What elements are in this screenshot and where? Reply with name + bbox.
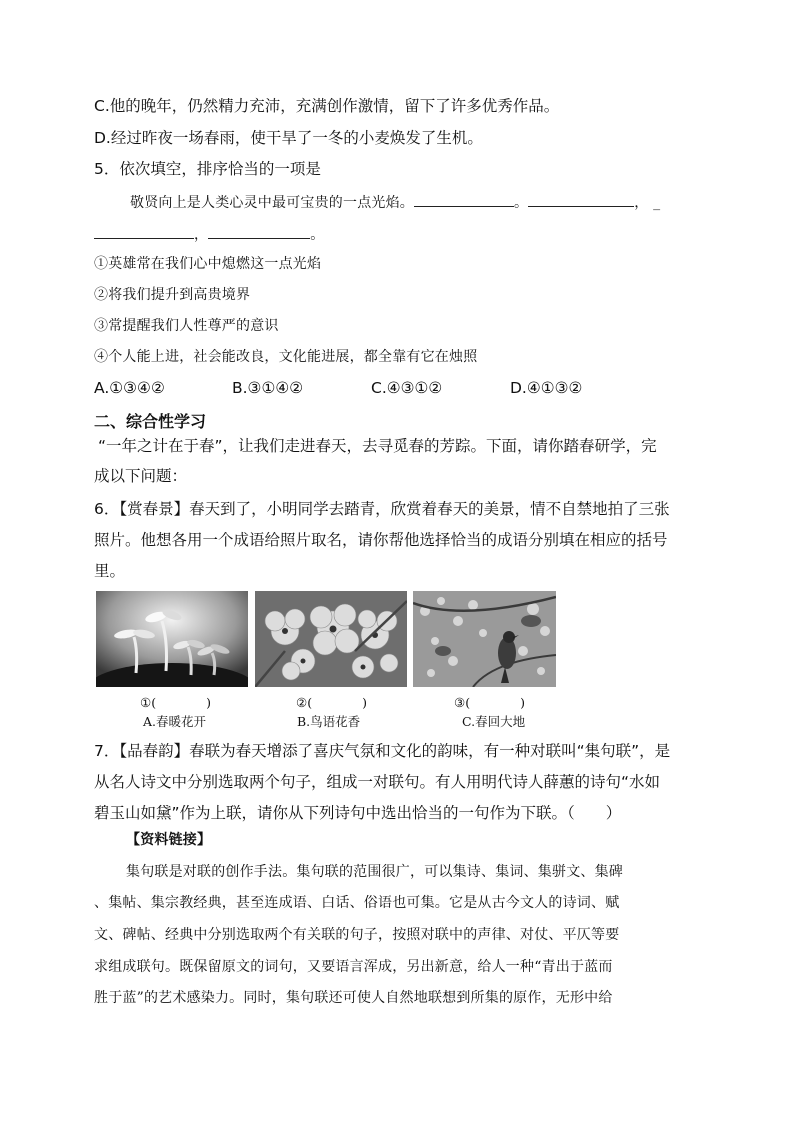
- photo-sprouts: [96, 591, 248, 687]
- blank-4[interactable]: [208, 224, 310, 239]
- reference-line-4: 求组成联句。既保留原文的词句，又要语言浑成，另出新意，给人一种“青出于蓝而: [94, 959, 613, 975]
- q5-punct-3: ，: [194, 227, 209, 243]
- sentence-option-4: ④个人能上进，社会能改良，文化能进展，都全靠有它在烛照: [94, 349, 478, 365]
- blank-2[interactable]: [528, 192, 634, 207]
- q5-underscore: _: [653, 195, 661, 211]
- option-c-line: C.他的晚年，仍然精力充沛，充满创作激情，留下了许多优秀作品。: [94, 97, 560, 115]
- reference-line-2: 、集帖、集宗教经典，甚至连成语、白话、俗语也可集。它是从古今文人的诗词、赋: [94, 895, 620, 911]
- q5-punct-2: ，: [634, 195, 649, 211]
- idiom-choice-a: A.春暖花开: [143, 714, 207, 729]
- sentence-option-3: ③常提醒我们人性尊严的意识: [94, 318, 279, 334]
- idiom-choice-b: B.鸟语花香: [297, 714, 361, 729]
- question-6-line-2: 照片。他想各用一个成语给照片取名，请你帮他选择恰当的成语分别填在相应的括号: [94, 531, 668, 549]
- blank-1[interactable]: [414, 192, 514, 207]
- reference-line-1: 集句联是对联的创作手法。集句联的范围很广，可以集诗、集词、集骈文、集碑: [126, 864, 623, 880]
- q5-passage: [130, 192, 660, 213]
- reference-line-3: 文、碑帖、经典中分别选取两个有关联的句子，按照对联中的声律、对仗、平仄等要: [94, 927, 620, 943]
- question-6-line-3: 里。: [94, 562, 126, 580]
- sentence-option-2: ②将我们提升到高贵境界: [94, 287, 251, 303]
- sentence-option-1: ①英雄常在我们心中熄燃这一点光焰: [94, 256, 322, 272]
- intro-line-2: 成以下问题：: [94, 467, 188, 485]
- question-5: 5．依次填空，排序恰当的一项是: [94, 160, 321, 178]
- answer-a: A.①③④②: [94, 379, 165, 397]
- question-7-line-2: 从名人诗文中分别选取两个句子，组成一对联句。有人用明代诗人薛蕙的诗句“水如: [94, 773, 661, 791]
- q5-passage-text: 敬贤向上是人类心灵中最可宝贵的一点光焰。: [130, 195, 414, 211]
- option-d-line: D.经过昨夜一场春雨，使干旱了一冬的小麦焕发了生机。: [94, 129, 483, 147]
- question-7-line-3: 碧玉山如黛”作为上联，请你从下列诗句中选出恰当的一句作为下联。（ ）: [94, 804, 622, 822]
- intro-line-1: “一年之计在于春”，让我们走进春天，去寻觅春的芳踪。下面，请你踏春研学，完: [98, 437, 657, 455]
- photo-caption-2: ②( ): [296, 695, 367, 710]
- section-heading: 二、综合性学习: [94, 412, 207, 431]
- question-6-line-1: 6．【赏春景】春天到了，小明同学去踏青，欣赏着春天的美景，情不自禁地拍了三张: [94, 500, 670, 518]
- reference-title: 【资料链接】: [126, 832, 212, 848]
- photo-caption-3: ③( ): [454, 695, 525, 710]
- q5-punct-4: 。: [310, 227, 325, 243]
- q5-passage-cont: [94, 224, 324, 245]
- reference-line-5: 胜于蓝”的艺术感染力。同时，集句联还可使人自然地联想到所集的原作，无形中给: [94, 990, 613, 1006]
- photo-caption-1: ①( ): [140, 695, 211, 710]
- q5-punct-1: 。: [514, 195, 529, 211]
- blank-3[interactable]: [94, 224, 194, 239]
- answer-b: B.③①④②: [232, 379, 304, 397]
- answer-d: D.④①③②: [510, 379, 583, 397]
- idiom-choice-c: C.春回大地: [462, 714, 526, 729]
- answer-c: C.④③①②: [371, 379, 443, 397]
- photo-blossoms: [255, 591, 407, 687]
- photo-bird: [413, 591, 556, 687]
- question-7-line-1: 7．【品春韵】春联为春天增添了喜庆气氛和文化的韵味，有一种对联叫“集句联”，是: [94, 742, 671, 760]
